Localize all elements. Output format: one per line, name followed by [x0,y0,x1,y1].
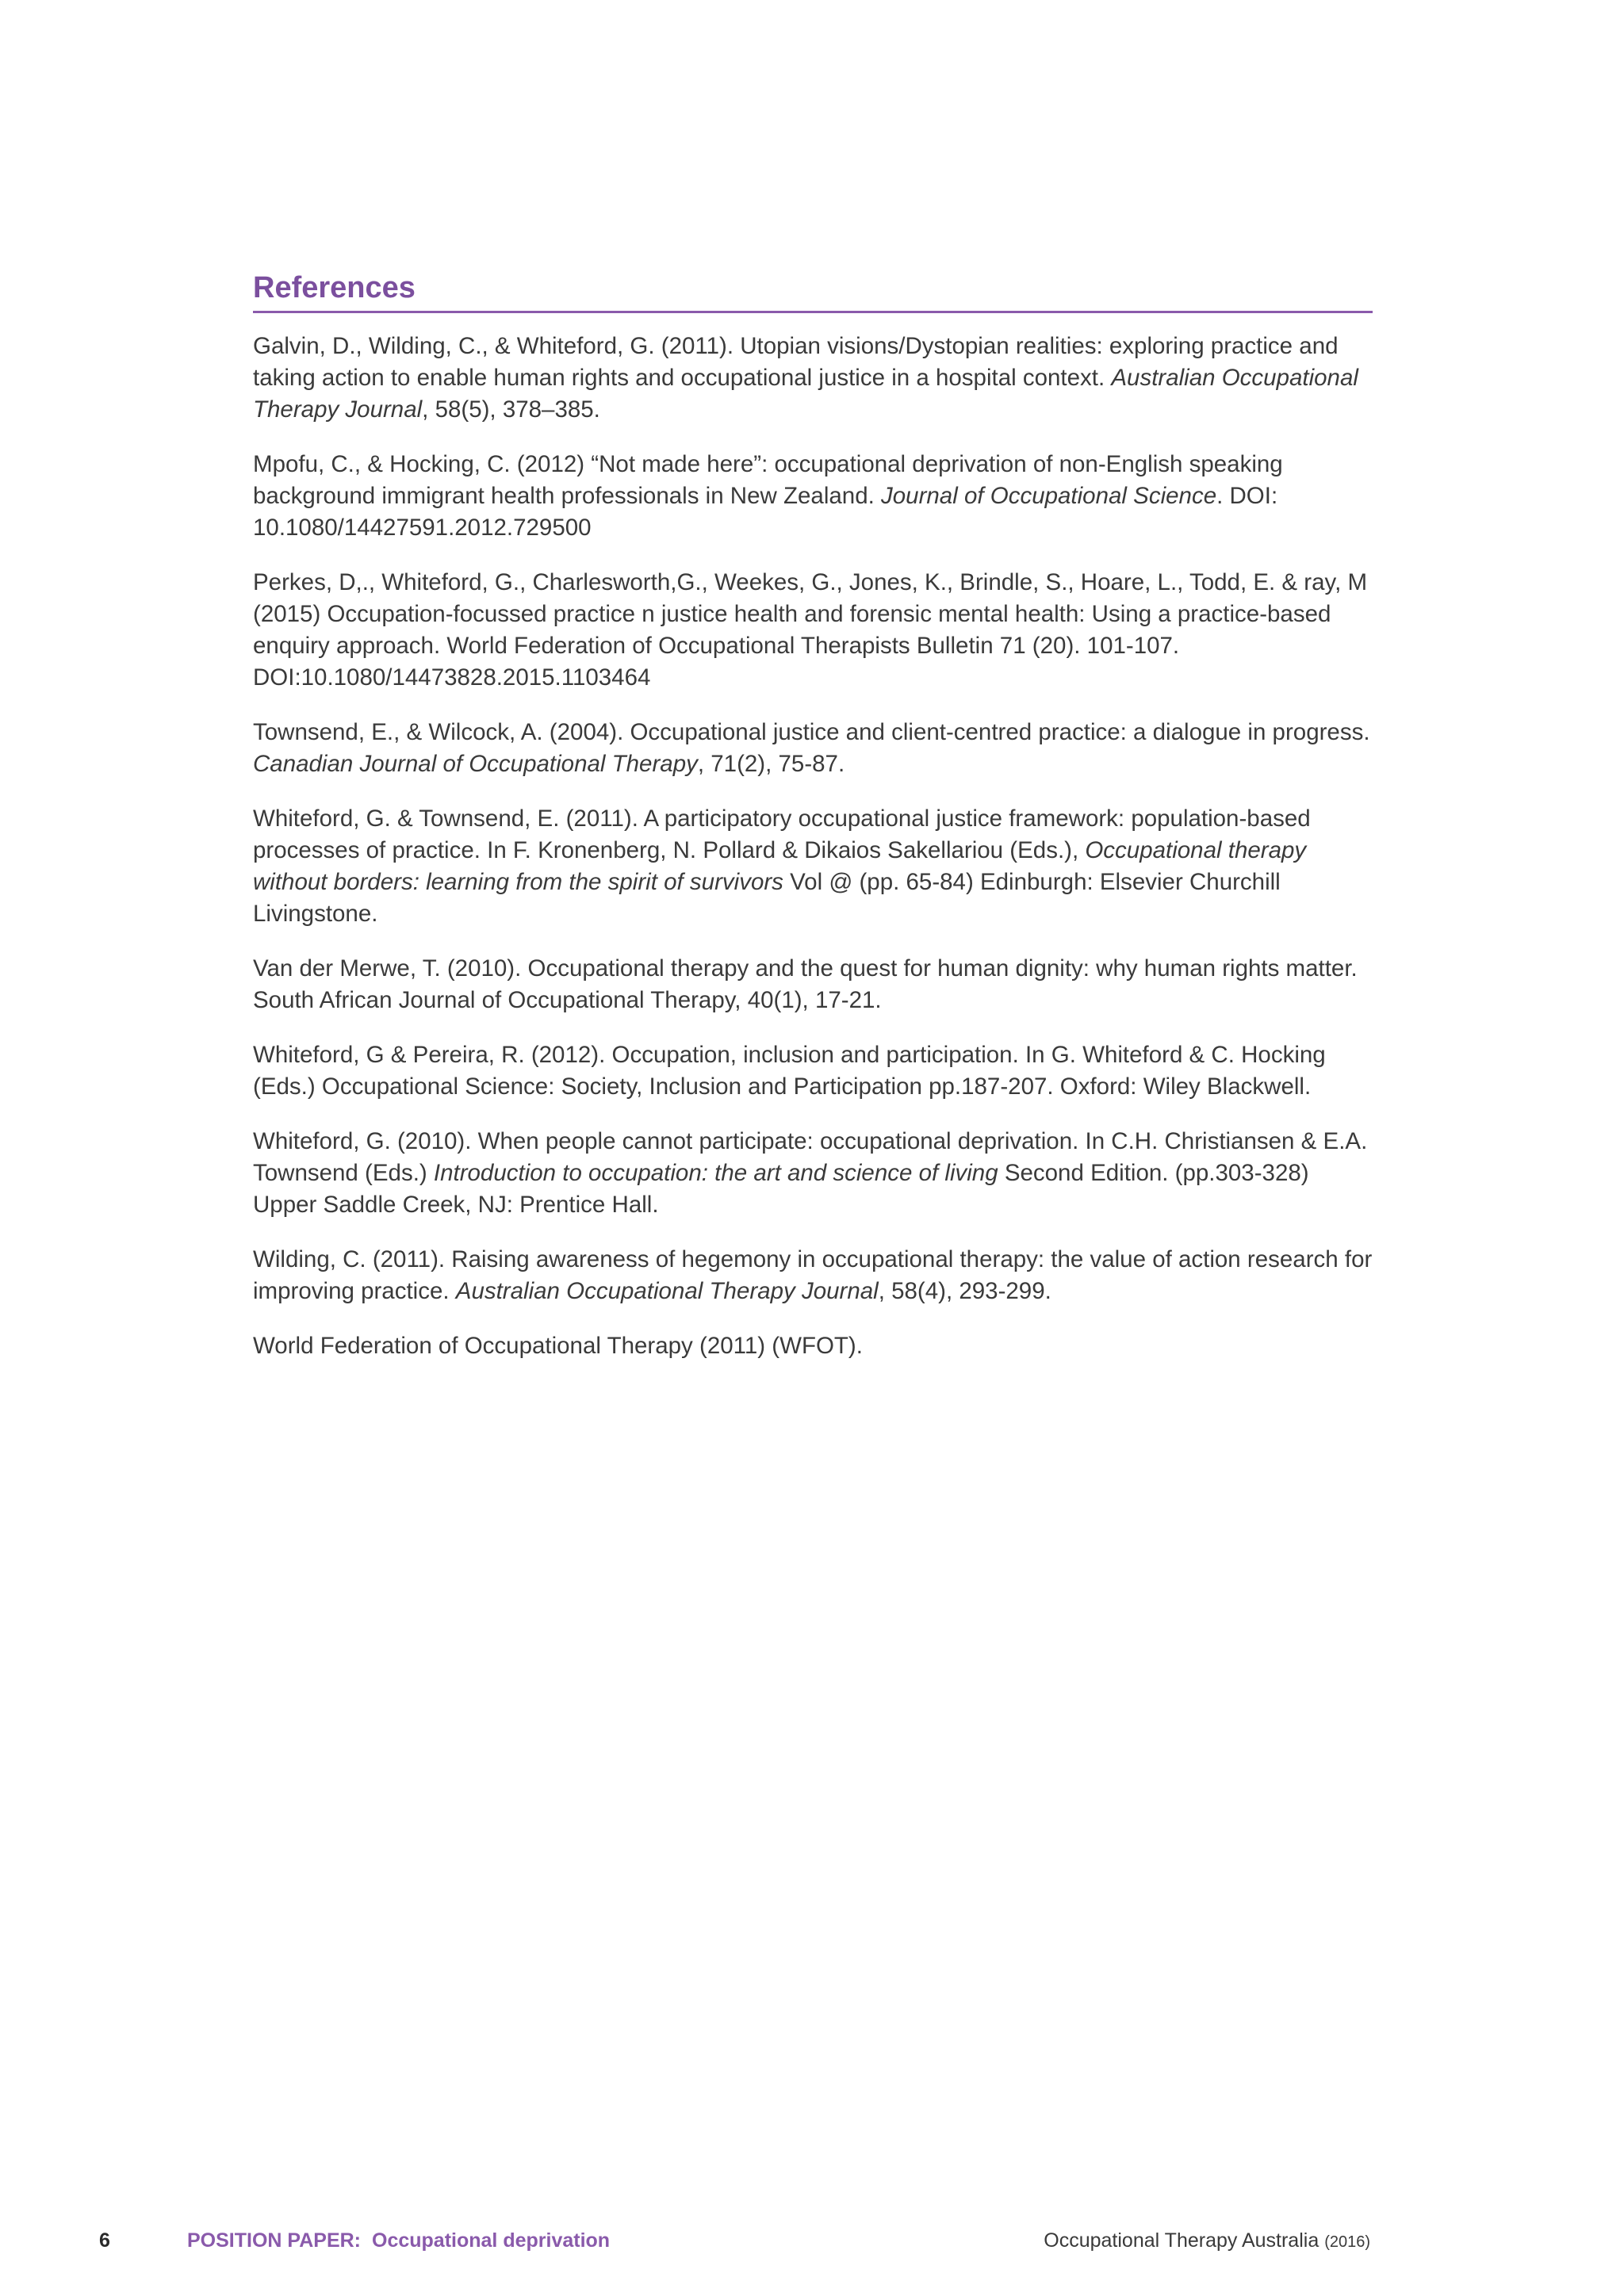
reference-item [253,803,1373,930]
reference-item [253,567,1373,694]
reference-text: Mpofu, C., & Hocking, C. (2012) “Not made here”: occupational deprivation of non-English speaking background immigrant health professionals in New Zealand. [253,451,1283,509]
footer-paper-label: POSITION PAPER: [187,2229,362,2252]
reference-italic-title: Australian Occupational Therapy Journal [455,1278,879,1304]
reference-list [253,331,1373,1362]
reference-item [253,1244,1373,1307]
reference-item [253,1330,1373,1362]
reference-text: Second Edition. (pp.303-328) Upper Saddle Creek, NJ: Prentice Hall. [253,1160,1309,1218]
reference-text: , 58(4), 293-299. [878,1278,1051,1304]
reference-text: World Federation of Occupational Therapy (2011) (WFOT). [253,1333,863,1359]
reference-text: Perkes, D,., Whiteford, G., Charlesworth,G., Weekes, G., Jones, K., Brindle, S., Hoare, L., Todd, E. & ray, M (2015) Occupation-focussed practice n justice health and forensic mental health: Using a practice-based enquiry approach. World Federation of Occupational Therapists Bulletin 71 (20). 101-107. DOI:10.1080/14473828.2015.1103464 [253,569,1368,691]
reference-italic-title: Introduction to occupation: the art and science of living [433,1160,998,1186]
reference-text: Vol @ (pp. 65-84) Edinburgh: Elsevier Churchill Livingstone. [253,869,1281,927]
reference-text: Wilding, C. (2011). Raising awareness of hegemony in occupational therapy: the value of action research for improving practice. [253,1246,1373,1304]
reference-text: . DOI: 10.1080/14427591.2012.729500 [253,483,1278,541]
reference-italic-title: Occupational therapy without borders: learning from the spirit of survivors [253,837,1307,895]
reference-text: Van der Merwe, T. (2010). Occupational therapy and the quest for human dignity: why human rights matter. South African Journal of Occupational Therapy, 40(1), 17-21. [253,955,1358,1013]
heading-divider [253,311,1373,313]
reference-text: Whiteford, G. & Townsend, E. (2011). A participatory occupational justice framework: population-based processes of practice. In F. Kronenberg, N. Pollard & Dikaios Sakellariou (Eds.), [253,806,1311,863]
reference-text: , 58(5), 378–385. [422,396,600,423]
reference-text: Galvin, D., Wilding, C., & Whiteford, G. (2011). Utopian visions/Dystopian realities: exploring practice and taking action to enable human rights and occupational justice in a hospital context. [253,333,1339,391]
reference-item [253,717,1373,780]
reference-italic-title: Journal of Occupational Science [881,483,1217,509]
footer-paper-title [187,2229,610,2252]
reference-item [253,331,1373,426]
reference-text: Whiteford, G & Pereira, R. (2012). Occupation, inclusion and participation. In G. Whiteford & C. Hocking (Eds.) Occupational Science: Society, Inclusion and Participation pp.187-207. Oxford: Wiley Blackwell. [253,1042,1326,1100]
reference-italic-title: Canadian Journal of Occupational Therapy [253,751,698,777]
reference-item [253,449,1373,544]
footer-year: (2016) [1324,2233,1370,2251]
reference-text: , 71(2), 75-87. [697,751,845,777]
reference-item [253,953,1373,1016]
footer-paper-topic: Occupational deprivation [372,2229,611,2252]
reference-item [253,1126,1373,1221]
reference-italic-title: Australian Occupational Therapy Journal [253,365,1358,423]
page-footer [0,2229,1624,2261]
reference-text: Whiteford, G. (2010). When people cannot participate: occupational deprivation. In C.H. Christiansen & E.A. Townsend (Eds.) [253,1128,1368,1186]
reference-text: Townsend, E., & Wilcock, A. (2004). Occupational justice and client-centred practice: a dialogue in progress. [253,719,1370,745]
footer-publisher [1044,2229,1370,2252]
reference-item [253,1039,1373,1103]
references-heading: References [253,271,416,304]
footer-publisher-name: Occupational Therapy Australia [1044,2229,1320,2252]
page-content [253,270,1373,1385]
page-number: 6 [99,2229,110,2252]
